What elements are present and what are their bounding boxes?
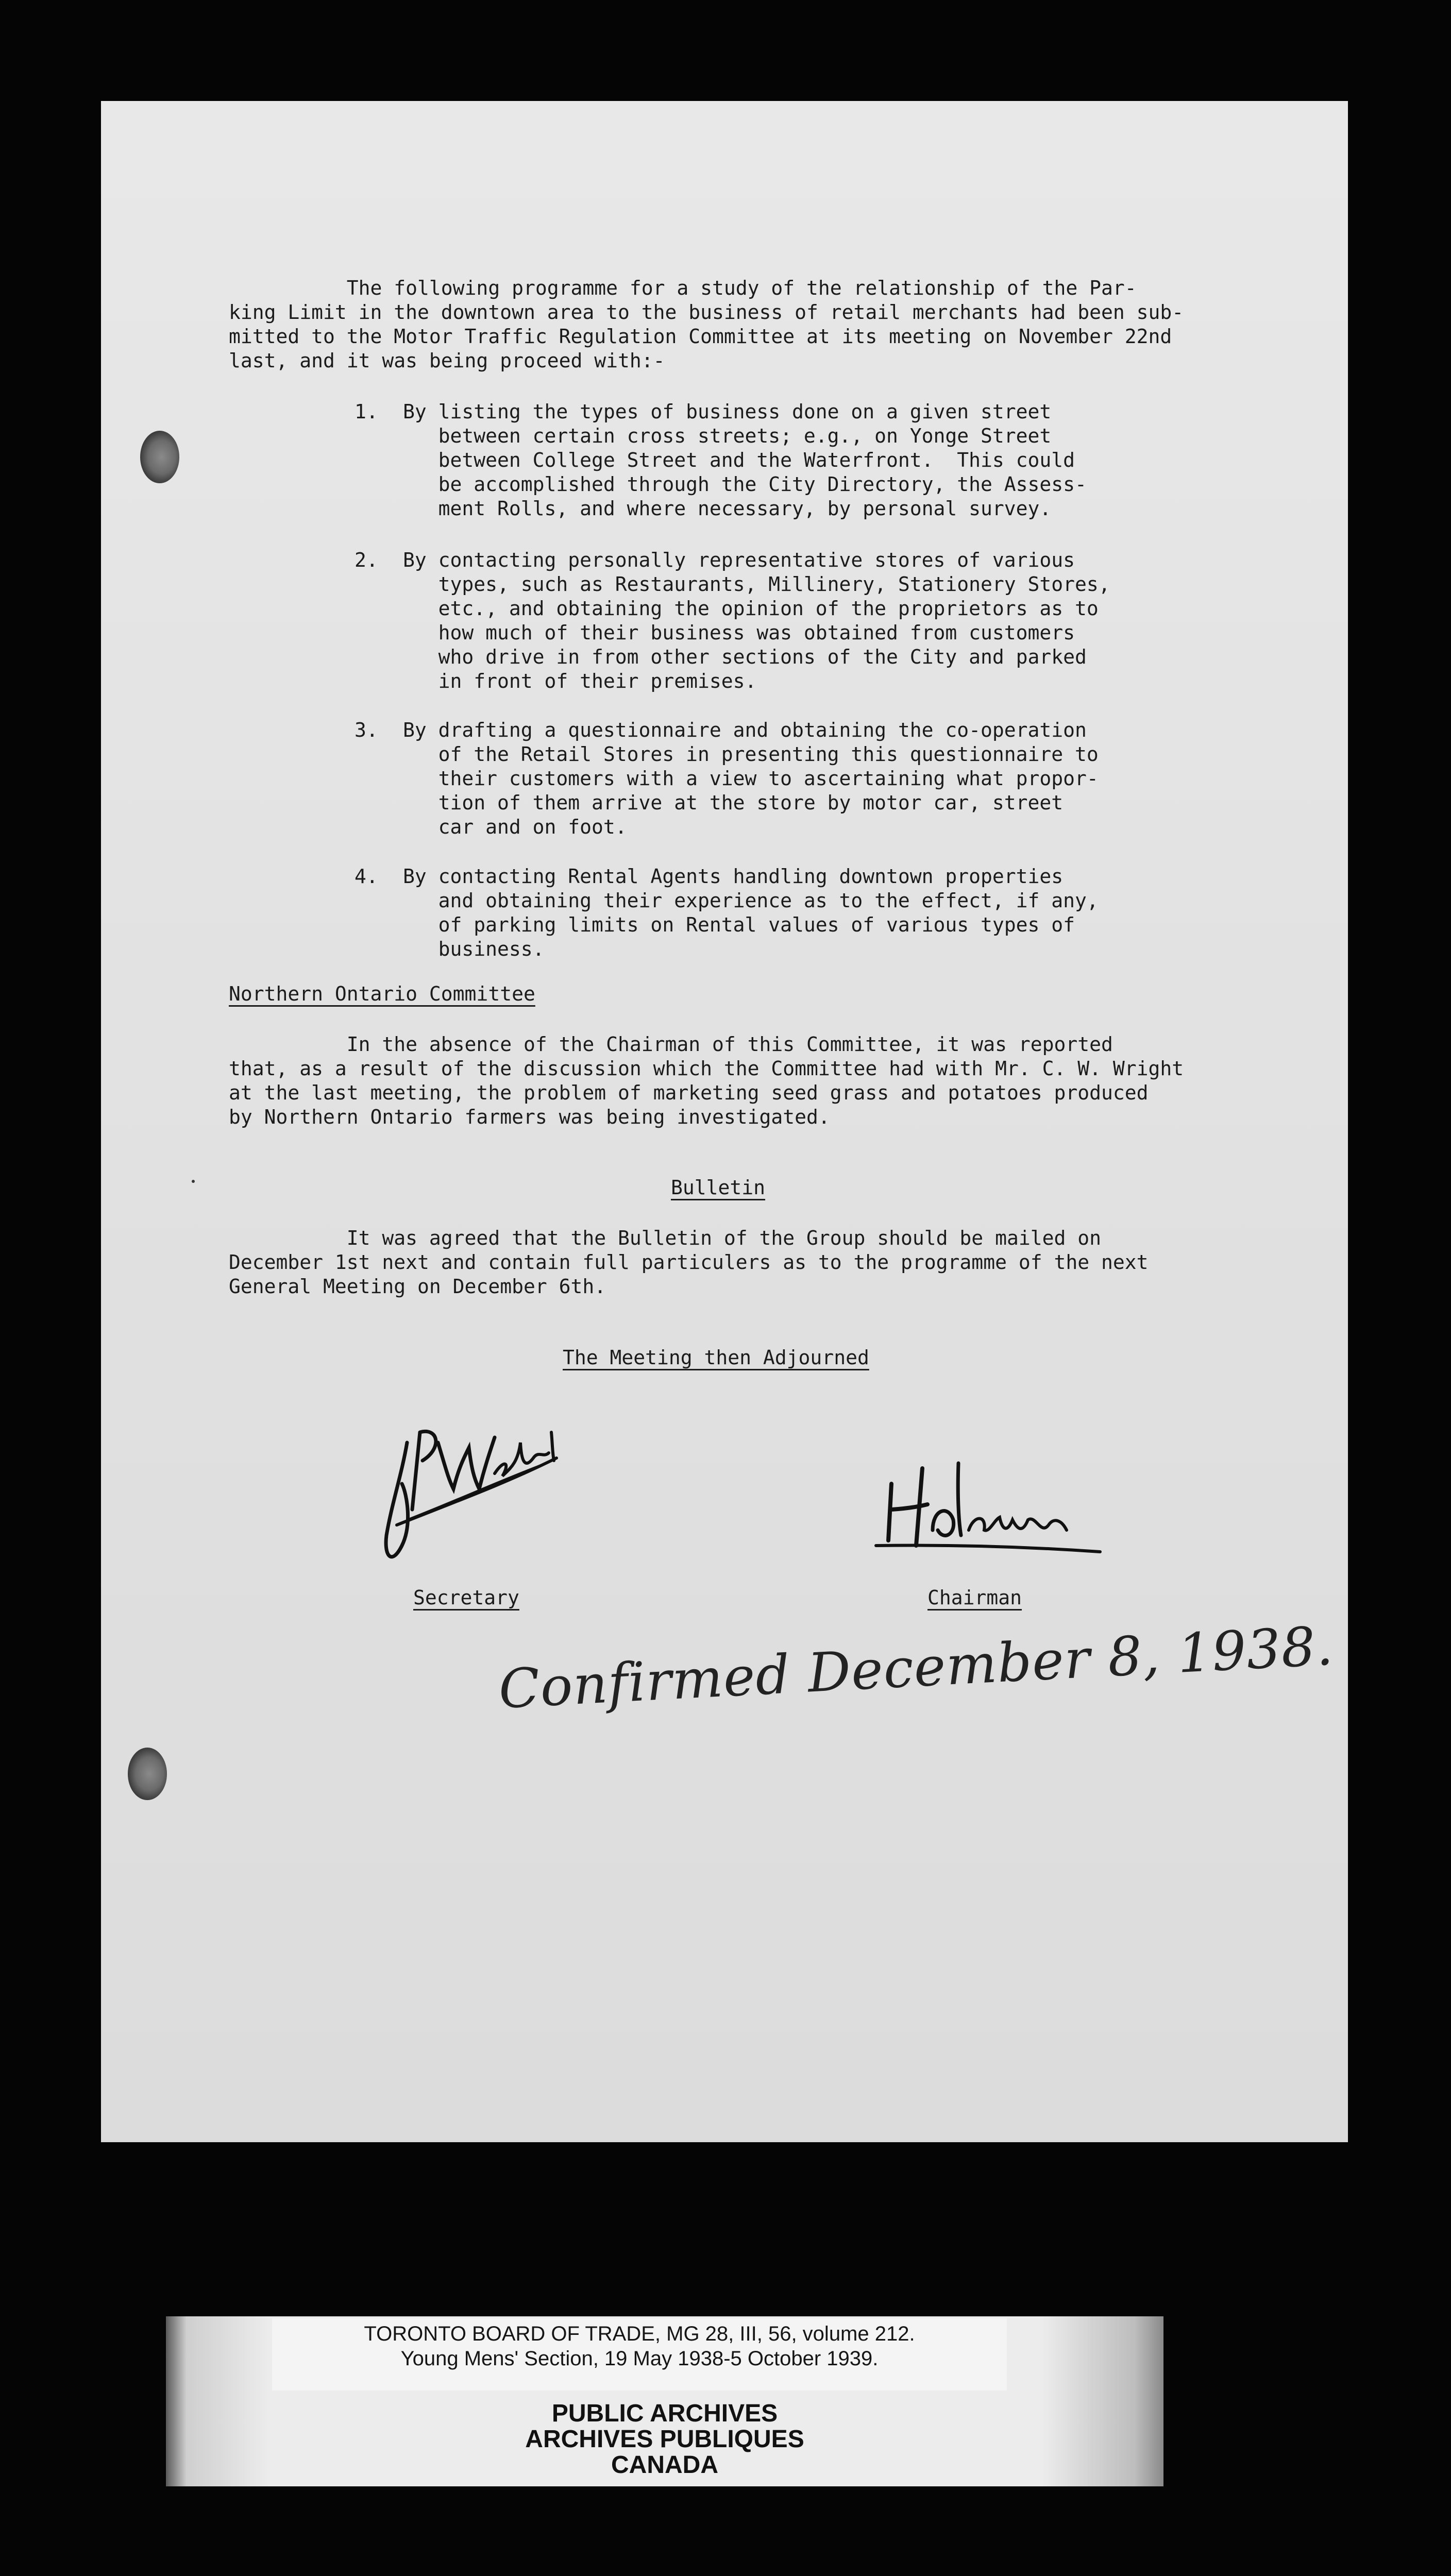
stamp-line-3: CANADA [611,2451,718,2479]
northern-line-3: at the last meeting, the problem of marketing seed grass and potatoes produced [229,1081,1149,1104]
item-2-line-1: By contacting personally representative stores of various [403,549,1075,571]
item-1-line-4: be accomplished through the City Directory, the Assess- [403,473,1087,496]
item-3-number: 3. [355,719,378,741]
item-4-line-3: of parking limits on Rental values of various types of [403,913,1075,936]
bulletin-heading: Bulletin [671,1176,766,1199]
item-1-line-3: between College Street and the Waterfront. This could [403,449,1075,471]
intro-line-3: mitted to the Motor Traffic Regulation Committee at its meeting on November 22nd [229,325,1172,348]
bulletin-line-3: General Meeting on December 6th. [229,1275,606,1298]
paper-speck [192,1180,195,1183]
stamp-line-2: ARCHIVES PUBLIQUES [525,2426,804,2453]
item-4-line-1: By contacting Rental Agents handling downtown properties [403,865,1064,888]
stamp-line-1: PUBLIC ARCHIVES [551,2400,778,2427]
item-1-number: 1. [355,400,378,423]
item-3-line-1: By drafting a questionnaire and obtaining the co-operation [403,719,1087,741]
item-4-number: 4. [355,865,378,888]
item-1-line-1: By listing the types of business done on a given street [403,400,1052,423]
archive-reference-line-1: TORONTO BOARD OF TRADE, MG 28, III, 56, volume 212. [364,2323,915,2345]
secretary-label: Secretary [413,1586,519,1609]
chairman-signature [871,1453,1108,1566]
northern-line-4: by Northern Ontario farmers was being investigated. [229,1106,830,1128]
intro-line-4: last, and it was being proceed with:- [229,349,665,372]
northern-line-2: that, as a result of the discussion which the Committee had with Mr. C. W. Wright [229,1057,1184,1080]
public-archives-stamp [166,2401,1163,2478]
item-3-line-3: their customers with a view to ascertaining what propor- [403,767,1099,790]
bulletin-line-2: December 1st next and contain full particulers as to the programme of the next [229,1251,1149,1274]
item-3-line-2: of the Retail Stores in presenting this questionnaire to [403,743,1099,766]
meeting-adjourned: The Meeting then Adjourned [563,1346,869,1369]
item-2-line-6: in front of their premises. [403,670,757,692]
northern-line-1: In the absence of the Chairman of this Committee, it was reported [229,1033,1113,1056]
bulletin-line-1: It was agreed that the Bulletin of the Group should be mailed on [229,1227,1101,1249]
item-2-line-2: types, such as Restaurants, Millinery, Stationery Stores, [403,573,1110,596]
intro-line-1: The following programme for a study of the relationship of the Par- [229,277,1137,299]
intro-line-2: king Limit in the downtown area to the business of retail merchants had been sub- [229,301,1184,324]
northern-committee-heading: Northern Ontario Committee [229,982,535,1005]
item-2-line-3: etc., and obtaining the opinion of the proprietors as to [403,597,1099,620]
punch-hole-bottom [128,1748,167,1800]
item-2-line-4: how much of their business was obtained from customers [403,621,1075,644]
item-3-line-4: tion of them arrive at the store by motor car, street [403,791,1064,814]
item-4-line-4: business. [403,938,545,960]
confirmed-note: Confirmed December 8, 1938. [497,1614,1335,1721]
item-3-line-5: car and on foot. [403,816,627,838]
chairman-label: Chairman [927,1586,1022,1609]
item-2-line-5: who drive in from other sections of the City and parked [403,646,1087,668]
item-1-line-5: ment Rolls, and where necessary, by personal survey. [403,497,1052,520]
punch-hole-top [140,431,179,483]
secretary-signature [371,1412,567,1582]
item-4-line-2: and obtaining their experience as to the effect, if any, [403,889,1099,912]
item-2-number: 2. [355,549,378,571]
item-1-line-2: between certain cross streets; e.g., on Yonge Street [403,425,1052,447]
archive-reference-line-2: Young Mens' Section, 19 May 1938-5 October 1939. [400,2347,879,2370]
